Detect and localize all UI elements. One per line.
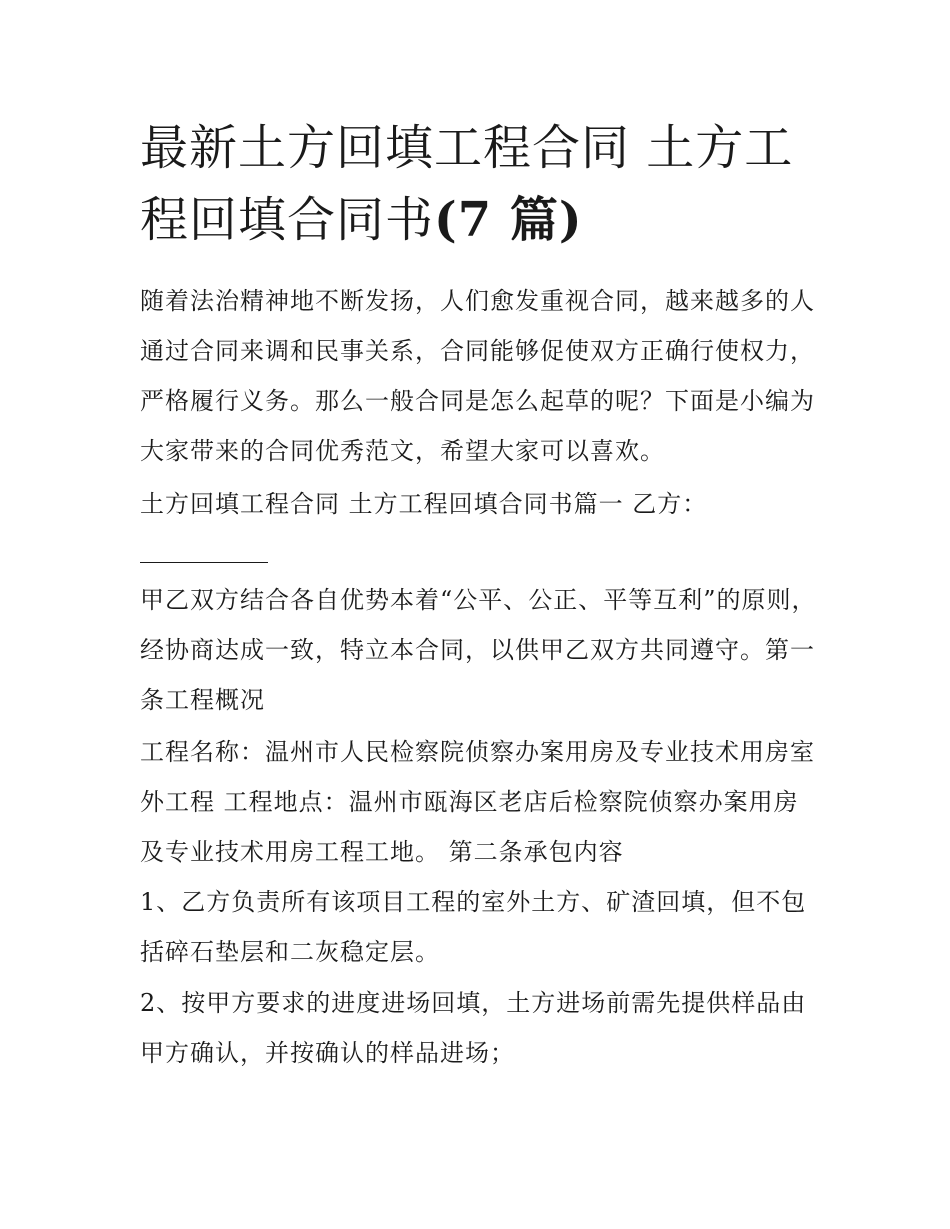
- project-overview-paragraph: 工程名称：温州市人民检察院侦察办案用房及专业技术用房室外工程 工程地点：温州市瓯海区老店后检察院侦察办案用房及专业技术用房工程工地。 第二条承包内容: [140, 738, 815, 866]
- document-title: [140, 112, 820, 256]
- contract-item-1: 1、乙方负责所有该项目工程的室外土方、矿渣回填，但不包括碎石垫层和二灰稳定层。: [140, 888, 807, 966]
- principle-paragraph: 甲乙双方结合各自优势本着“公平、公正、平等互利”的原则，经协商达成一致，特立本合同，以供甲乙双方共同遵守。第一条工程概况: [140, 586, 817, 714]
- fill-in-blank-line: [140, 538, 268, 563]
- intro-paragraph: 随着法治精神地不断发扬，人们愈发重视合同，越来越多的人通过合同来调和民事关系，合同能够促使双方正确行使权力，严格履行义务。那么一般合同是怎么起草的呢？下面是小编为大家带来的合同优秀范文，希望大家可以喜欢。: [140, 287, 815, 465]
- title-main-text: 最新土方回填工程合同 土方工程回填合同书: [140, 120, 794, 248]
- title-count-text: (7 篇): [434, 192, 583, 248]
- section-heading: 土方回填工程合同 土方工程回填合同书篇一 乙方：: [140, 490, 708, 518]
- party-b-blank: [140, 530, 820, 580]
- contract-item-2: 2、按甲方要求的进度进场回填，土方进场前需先提供样品由甲方确认，并按确认的样品进场；: [140, 989, 807, 1067]
